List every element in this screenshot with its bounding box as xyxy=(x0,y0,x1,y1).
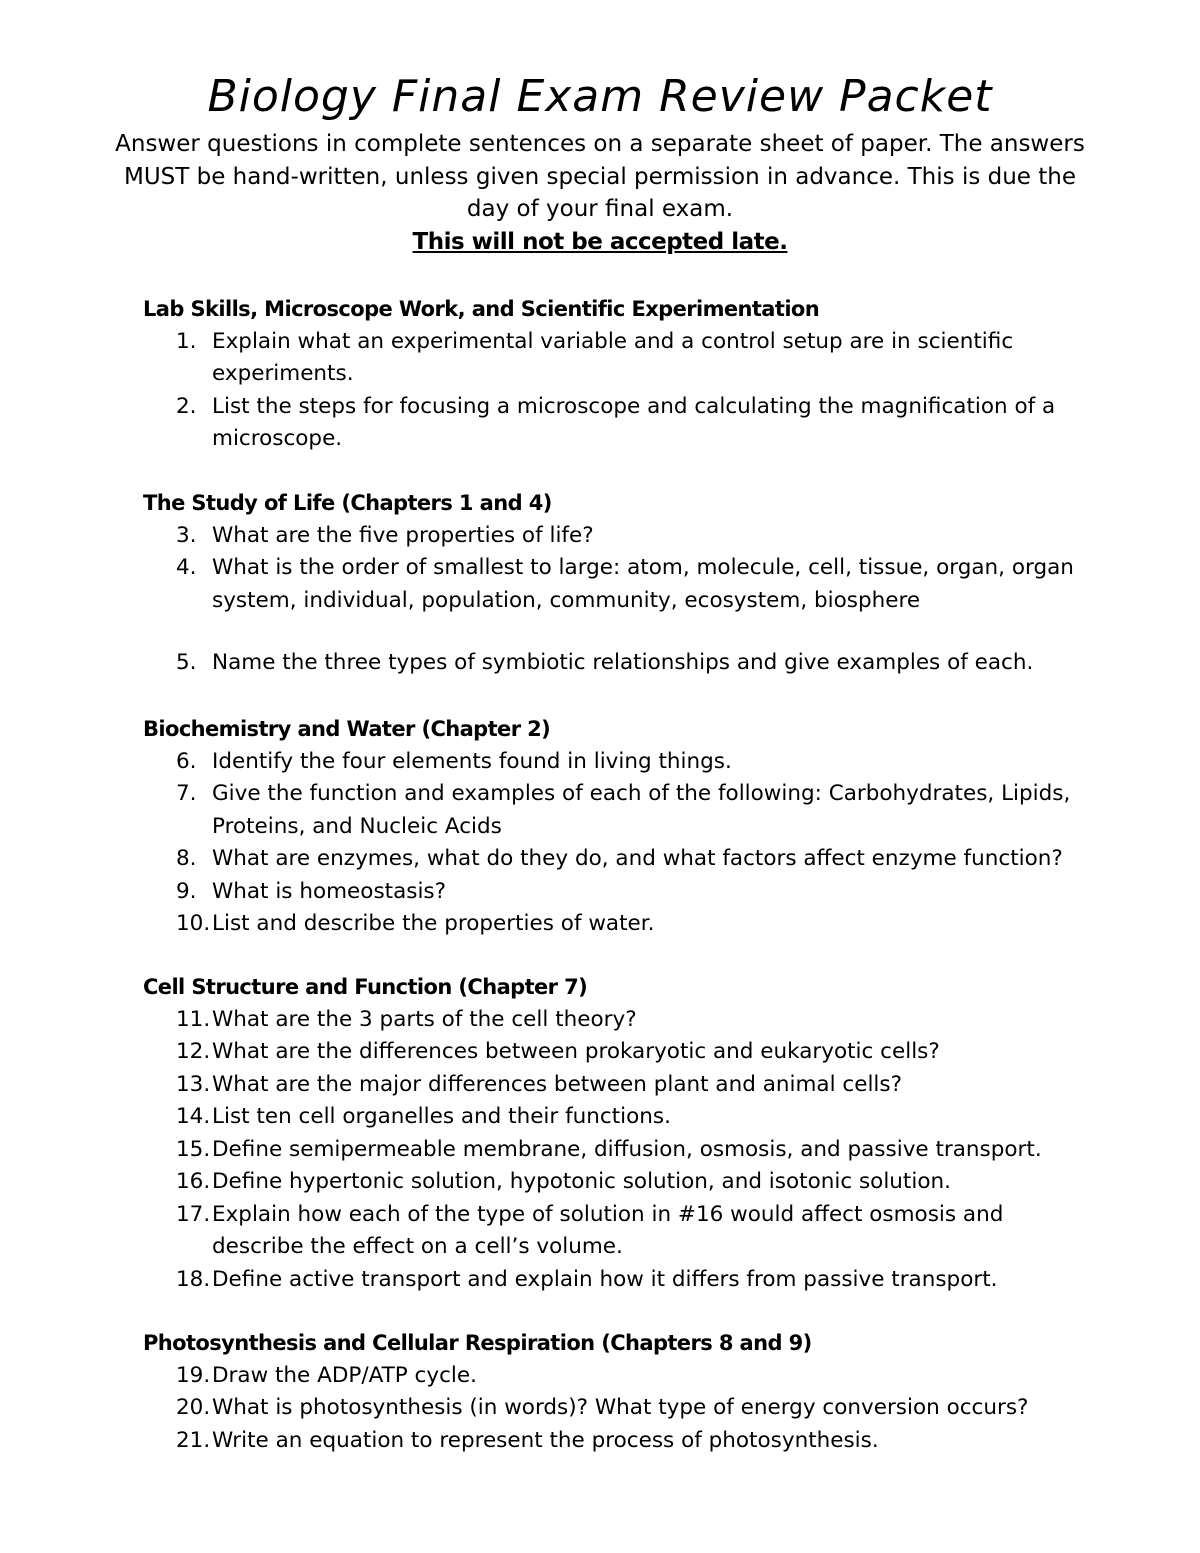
question-text: Define active transport and explain how it differs from passive transport. xyxy=(212,1266,998,1292)
question-number: 9. xyxy=(176,878,197,904)
section-study-of-life xyxy=(143,487,1083,680)
question-text: Define hypertonic solution, hypotonic solution, and isotonic solution. xyxy=(212,1169,951,1194)
question-item xyxy=(143,876,1083,909)
question-number: 14. xyxy=(176,1104,211,1129)
question-number: 6. xyxy=(176,748,197,774)
question-number: 10. xyxy=(176,911,211,936)
question-text: List ten cell organelles and their functions. xyxy=(212,1104,671,1129)
question-item xyxy=(143,908,1083,941)
section-heading: The Study of Life (Chapters 1 and 4) xyxy=(143,491,552,515)
question-text: Explain how each of the type of solution in #16 would affect osmosis and describe the effect on a cell’s volume. xyxy=(212,1201,1004,1259)
question-text: Give the function and examples of each of the following: Carbohydrates, Lipids, Proteins, and Nucleic Acids xyxy=(212,781,1071,839)
question-text: Identify the four elements found in living things. xyxy=(212,748,732,774)
question-text: What are the differences between prokaryotic and eukaryotic cells? xyxy=(212,1039,940,1064)
question-text: What are enzymes, what do they do, and what factors affect enzyme function? xyxy=(212,846,1063,871)
question-list xyxy=(143,326,1083,456)
question-item xyxy=(143,1036,1083,1069)
section-cell-structure xyxy=(143,971,1083,1296)
question-text: Explain what an experimental variable and a control setup are in scientific experiments. xyxy=(212,328,1014,386)
question-text: Name the three types of symbiotic relationships and give examples of each. xyxy=(212,650,1034,675)
question-item xyxy=(143,843,1083,876)
question-list xyxy=(143,746,1083,941)
question-text: List and describe the properties of water. xyxy=(212,911,655,936)
question-item xyxy=(143,1101,1083,1134)
question-text: Define semipermeable membrane, diffusion, osmosis, and passive transport. xyxy=(212,1136,1042,1162)
section-photosynthesis xyxy=(143,1327,1083,1457)
question-number: 4. xyxy=(176,555,197,580)
instructions-block xyxy=(100,128,1100,258)
question-item xyxy=(143,1134,1083,1167)
question-text: What is homeostasis? xyxy=(212,878,447,904)
question-text: Write an equation to represent the process of photosynthesis. xyxy=(212,1427,879,1453)
question-list xyxy=(143,520,1083,680)
question-item xyxy=(143,778,1083,843)
question-item xyxy=(143,647,1083,680)
question-list xyxy=(143,1004,1083,1297)
section-heading: Cell Structure and Function (Chapter 7) xyxy=(143,975,588,999)
question-text: What are the 3 parts of the cell theory? xyxy=(212,1006,637,1032)
question-number: 8. xyxy=(176,846,197,871)
question-item xyxy=(143,520,1083,553)
question-number: 7. xyxy=(176,781,197,806)
question-number: 19. xyxy=(176,1362,211,1388)
question-item xyxy=(143,1264,1083,1297)
question-number: 1. xyxy=(176,328,197,354)
question-item xyxy=(143,1166,1083,1199)
question-text: List the steps for focusing a microscope and calculating the magnification of a microscope. xyxy=(212,393,1056,451)
question-number: 5. xyxy=(176,650,197,675)
question-item xyxy=(143,1004,1083,1037)
question-item xyxy=(143,1069,1083,1102)
question-number: 11. xyxy=(176,1006,211,1032)
question-item xyxy=(143,552,1083,617)
question-item xyxy=(143,1360,1083,1393)
question-text: Draw the ADP/ATP cycle. xyxy=(212,1362,477,1388)
instructions-text: Answer questions in complete sentences on a separate sheet of paper. The answers MUST be hand-written, unless given special permission in advance. This is due the day of your final exam. xyxy=(115,131,1085,222)
question-item xyxy=(143,746,1083,779)
question-number: 2. xyxy=(176,393,197,419)
question-text: What is the order of smallest to large: atom, molecule, cell, tissue, organ, organ system, individual, population, community, ecosystem, biosphere xyxy=(212,555,1074,613)
question-number: 15. xyxy=(176,1136,211,1162)
section-heading: Biochemistry and Water (Chapter 2) xyxy=(143,717,551,741)
question-item xyxy=(143,326,1083,391)
question-number: 17. xyxy=(176,1201,211,1227)
late-notice: This will not be accepted late. xyxy=(412,228,788,255)
page-title: Biology Final Exam Review Packet xyxy=(207,71,993,122)
question-list xyxy=(143,1360,1083,1458)
section-heading: Photosynthesis and Cellular Respiration (Chapters 8 and 9) xyxy=(143,1331,812,1355)
question-text: What is photosynthesis (in words)? What type of energy conversion occurs? xyxy=(212,1395,1029,1420)
section-heading: Lab Skills, Microscope Work, and Scientific Experimentation xyxy=(143,297,820,321)
section-biochemistry xyxy=(143,713,1083,941)
question-item xyxy=(143,391,1083,456)
question-number: 18. xyxy=(176,1266,211,1292)
question-number: 3. xyxy=(176,522,197,548)
question-item xyxy=(143,1199,1083,1264)
question-text: What are the five properties of life? xyxy=(212,522,594,548)
question-item xyxy=(143,1425,1083,1458)
question-number: 20. xyxy=(176,1395,211,1420)
question-number: 16. xyxy=(176,1169,211,1194)
question-number: 13. xyxy=(176,1071,211,1097)
question-text: What are the major differences between plant and animal cells? xyxy=(212,1071,903,1097)
question-number: 21. xyxy=(176,1427,211,1453)
question-number: 12. xyxy=(176,1039,211,1064)
question-item xyxy=(143,1392,1083,1425)
section-lab-skills xyxy=(143,293,1083,456)
